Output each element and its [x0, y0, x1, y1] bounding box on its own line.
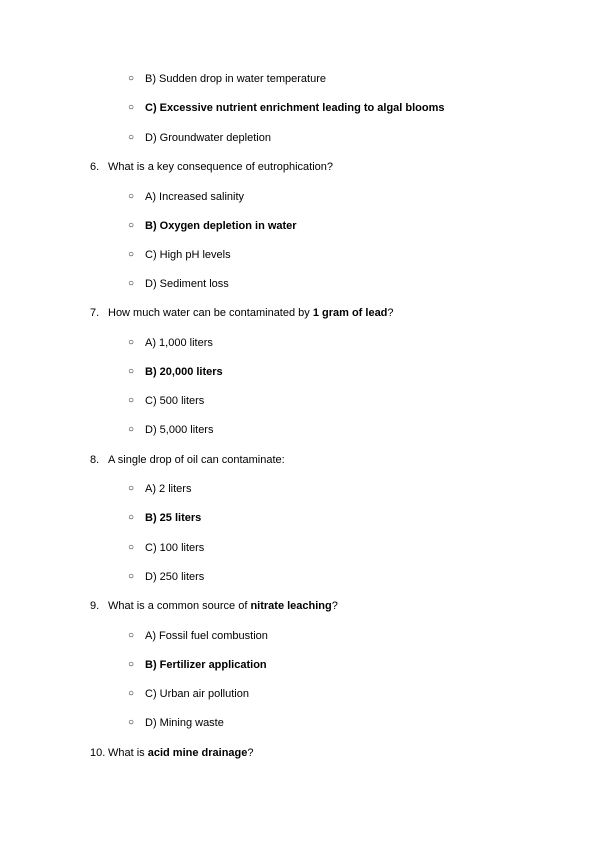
bold-text: B) Oxygen depletion in water	[145, 220, 297, 232]
bold-text: B) 25 liters	[145, 512, 202, 524]
text-segment: C) 100 liters	[145, 542, 205, 554]
answer-option	[128, 541, 205, 555]
answer-option	[128, 277, 229, 291]
question-number: 9.	[90, 600, 100, 612]
answer-option	[128, 248, 231, 262]
text-segment: A single drop of oil can contaminate:	[108, 454, 285, 466]
text-segment: D) Mining waste	[145, 717, 224, 729]
text-segment: B) Sudden drop in water temperature	[145, 73, 326, 85]
text-segment: A) 1,000 liters	[145, 337, 213, 349]
bold-text: acid mine drainage	[147, 747, 248, 759]
text-segment: C) Urban air pollution	[145, 688, 249, 700]
answer-option	[128, 131, 271, 145]
bullet-circle-icon: ○	[128, 630, 135, 641]
text-segment: D) 5,000 liters	[145, 424, 214, 436]
bullet-circle-icon: ○	[128, 659, 135, 670]
answer-option	[128, 716, 224, 730]
text-segment: C) High pH levels	[145, 249, 231, 261]
bullet-circle-icon: ○	[128, 220, 135, 231]
bullet-circle-icon: ○	[128, 512, 135, 523]
question-line	[90, 599, 338, 613]
text-segment: D) Groundwater depletion	[145, 132, 271, 144]
text-segment: C) 500 liters	[145, 395, 205, 407]
bullet-circle-icon: ○	[128, 571, 135, 582]
answer-option	[128, 394, 205, 408]
answer-option	[128, 511, 202, 525]
bold-text: 1 gram of lead	[312, 307, 388, 319]
bold-text: C) Excessive nutrient enrichment leading to algal blooms	[145, 102, 445, 114]
answer-option	[128, 72, 326, 86]
bullet-circle-icon: ○	[128, 278, 135, 289]
text-segment: What is a key consequence of eutrophication?	[108, 161, 334, 173]
bold-text: B) Fertilizer application	[145, 659, 267, 671]
answer-option	[128, 365, 223, 379]
answer-option	[128, 101, 445, 115]
question-number: 6.	[90, 161, 100, 173]
answer-option	[128, 336, 213, 350]
question-number: 8.	[90, 454, 100, 466]
bullet-circle-icon: ○	[128, 337, 135, 348]
question-line	[90, 306, 394, 320]
bullet-circle-icon: ○	[128, 483, 135, 494]
answer-option	[128, 482, 192, 496]
answer-option	[128, 570, 205, 584]
bullet-circle-icon: ○	[128, 717, 135, 728]
answer-option	[128, 629, 268, 643]
text-segment: How much water can be contaminated by	[108, 307, 313, 319]
bold-text: nitrate leaching	[250, 600, 332, 612]
text-segment: ?	[247, 747, 254, 759]
bold-text: B) 20,000 liters	[145, 366, 223, 378]
answer-option	[128, 190, 245, 204]
text-segment: What is a common source of	[108, 600, 251, 612]
bullet-circle-icon: ○	[128, 366, 135, 377]
bullet-circle-icon: ○	[128, 73, 135, 84]
bullet-circle-icon: ○	[128, 249, 135, 260]
question-line	[90, 160, 333, 174]
question-number: 10.	[90, 747, 106, 759]
text-segment: What is	[108, 747, 148, 759]
text-segment: D) 250 liters	[145, 571, 205, 583]
text-segment: A) Fossil fuel combustion	[145, 630, 268, 642]
bullet-circle-icon: ○	[128, 191, 135, 202]
text-segment: ?	[387, 307, 394, 319]
text-segment: D) Sediment loss	[145, 278, 229, 290]
answer-option	[128, 219, 297, 233]
bullet-circle-icon: ○	[128, 542, 135, 553]
text-segment: ?	[331, 600, 338, 612]
question-number: 7.	[90, 307, 100, 319]
bullet-circle-icon: ○	[128, 102, 135, 113]
bullet-circle-icon: ○	[128, 688, 135, 699]
answer-option	[128, 658, 267, 672]
bullet-circle-icon: ○	[128, 424, 135, 435]
answer-option	[128, 687, 249, 701]
text-segment: A) 2 liters	[145, 483, 192, 495]
text-segment: A) Increased salinity	[145, 191, 245, 203]
bullet-circle-icon: ○	[128, 395, 135, 406]
answer-option	[128, 423, 214, 437]
question-line	[90, 453, 285, 467]
bullet-circle-icon: ○	[128, 132, 135, 143]
question-line	[90, 746, 254, 760]
